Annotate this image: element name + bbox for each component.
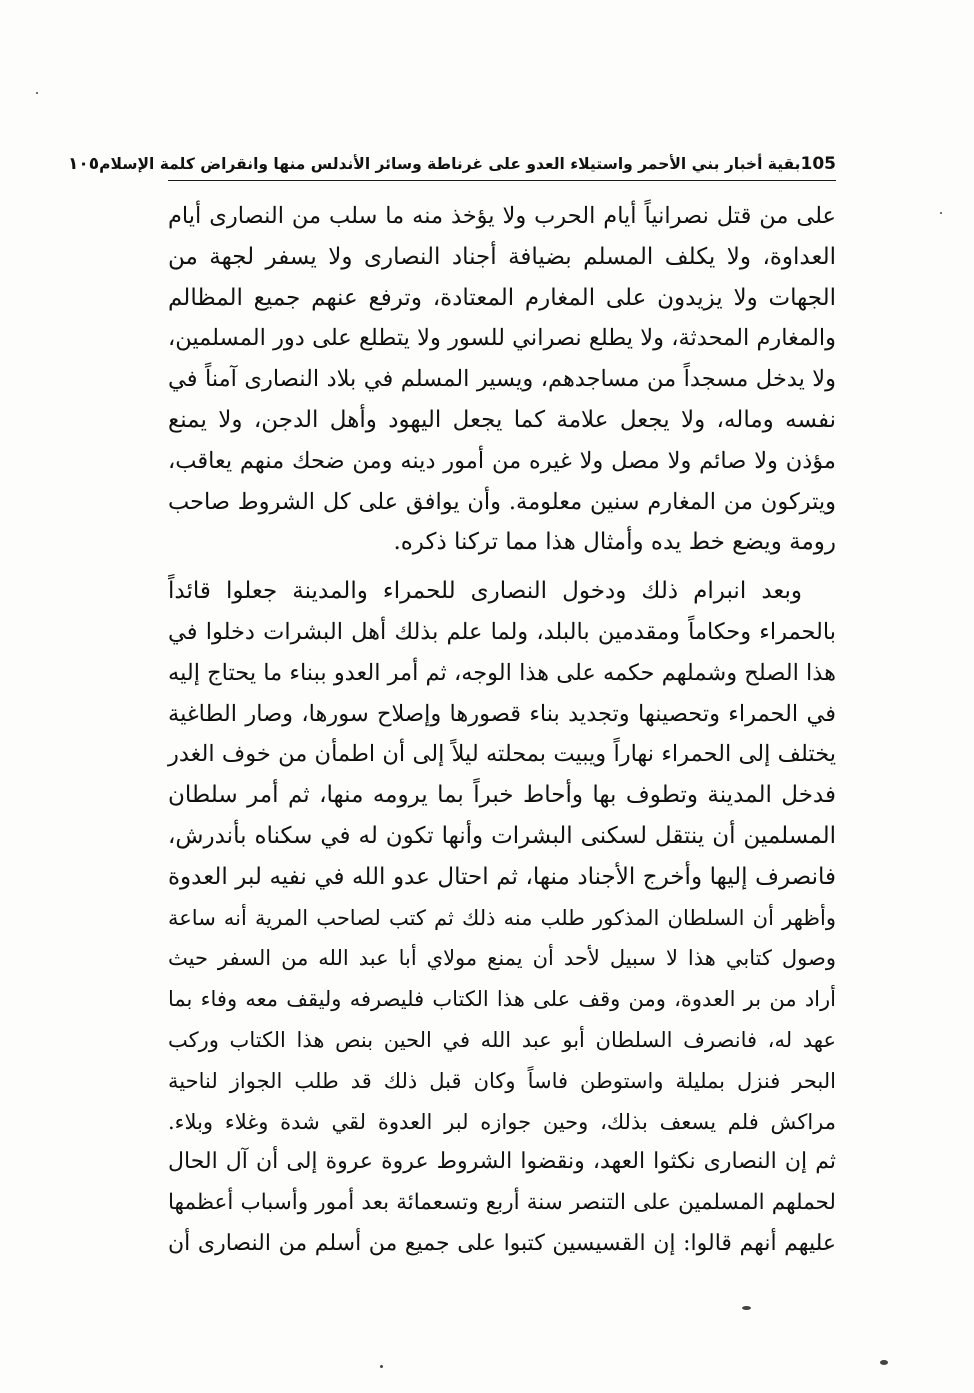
text-line: والمغارم المحدثة، ولا يطلع نصراني للسور ولا يتطلع على دور المسلمين، — [168, 325, 836, 352]
scan-speck — [380, 1365, 383, 1368]
text-line: على من قتل نصرانياً أيام الحرب ولا يؤخذ منه ما سلب من النصارى أيام — [168, 203, 836, 229]
scan-speck — [36, 92, 38, 94]
text-line: عهد له، فانصرف السلطان أبو عبد الله في الحين بنص هذا الكتاب وركب — [168, 1027, 836, 1052]
text-line: مراكش فلم يسعف بذلك، وحين جوازه لبر العدوة لقي شدة وغلاء وبلاء. — [168, 1109, 836, 1134]
scan-speck — [880, 1360, 888, 1365]
text-line: فدخل المدينة وتطوف بها وأحاط خبراً بما يرومه منها، ثم أمر سلطان — [168, 782, 836, 809]
text-line: في الحمراء وتحصينها وتجديد بناء قصورها وإصلاح سورها، وصار الطاغية — [168, 700, 836, 727]
text-line: الجهات ولا يزيدون على المغارم المعتادة، وترفع عنهم جميع المظالم — [168, 284, 836, 311]
text-line: هذا الصلح وشملهم حكمه على هذا الوجه، ثم أمر العدو ببناء ما يحتاج إليه — [168, 659, 836, 686]
text-line: وصول كتابي هذا لا سبيل لأحد أن يمنع مولاي أبا عبد الله من السفر حيث — [168, 946, 836, 971]
text-line: مؤذن ولا صائم ولا مصل ولا غيره من أمور دينه ومن ضحك منهم يعاقب، — [168, 447, 836, 474]
text-line: وأظهر أن السلطان المذكور طلب منه ذلك ثم كتب لصاحب المرية أنه ساعة — [168, 905, 836, 930]
body-text — [168, 196, 836, 1265]
text-line: يختلف إلى الحمراء نهاراً ويبيت بمحلته ليلاً إلى أن اطمأن من خوف الغدر — [168, 741, 836, 768]
running-header — [68, 148, 836, 181]
text-line: وبعد انبرام ذلك ودخول النصارى للحمراء والمدينة جعلوا قائداً — [168, 578, 802, 605]
text-line: ولا يدخل مسجداً من مساجدهم، ويسير المسلم في بلاد النصارى آمناً في — [168, 366, 836, 393]
scan-speck — [940, 212, 942, 214]
scan-speck — [742, 1306, 751, 1310]
text-line: البحر فنزل بمليلة واستوطن فاساً وكان قبل ذلك قد طلب الجواز لناحية — [168, 1068, 836, 1093]
running-title: بقية أخبار بني الأحمر واستيلاء العدو على غرناطة وسائر الأندلس منها وانقراض كلمة الإسلام — [99, 155, 801, 173]
text-line: عليهم أنهم قالوا: إن القسيسين كتبوا على جميع من أسلم من النصارى أن — [168, 1230, 836, 1256]
text-line: المسلمين أن ينتقل لسكنى البشرات وأنها تكون له في سكناه بأندرش، — [168, 822, 836, 849]
paragraph-1 — [168, 196, 836, 563]
text-line: رومة ويضع خط يده وأمثال هذا مما تركنا ذكره. — [393, 529, 836, 556]
page-number-latin: 105 — [800, 154, 836, 174]
page-number-arabic: ١٠٥ — [68, 154, 100, 174]
text-line: نفسه وماله، ولا يجعل علامة كما يجعل اليهود وأهل الدجن، ولا يمنع — [168, 406, 836, 433]
text-line: ويتركون من المغارم سنين معلومة. وأن يوافق على كل الشروط صاحب — [168, 488, 836, 515]
text-line: أراد من بر العدوة، ومن وقف على هذا الكتاب فليصرفه وليقف معه وفاء بما — [168, 987, 836, 1012]
text-line: العداوة، ولا يكلف المسلم بضيافة أجناد النصارى ولا يسفر لجهة من — [168, 243, 836, 270]
text-line: لحملهم المسلمين على التنصر سنة أربع وتسعمائة بعد أمور وأسباب أعظمها — [168, 1190, 836, 1216]
paragraph-2 — [168, 571, 836, 1265]
text-line: فانصرف إليها وأخرج الأجناد منها، ثم احتال عدو الله في نفيه لبر العدوة — [168, 863, 836, 890]
text-line: ثم إن النصارى نكثوا العهد، ونقضوا الشروط عروة عروة إلى أن آل الحال — [168, 1149, 836, 1175]
text-line: بالحمراء وحكاماً ومقدمين بالبلد، ولما علم بذلك أهل البشرات دخلوا في — [168, 618, 836, 645]
